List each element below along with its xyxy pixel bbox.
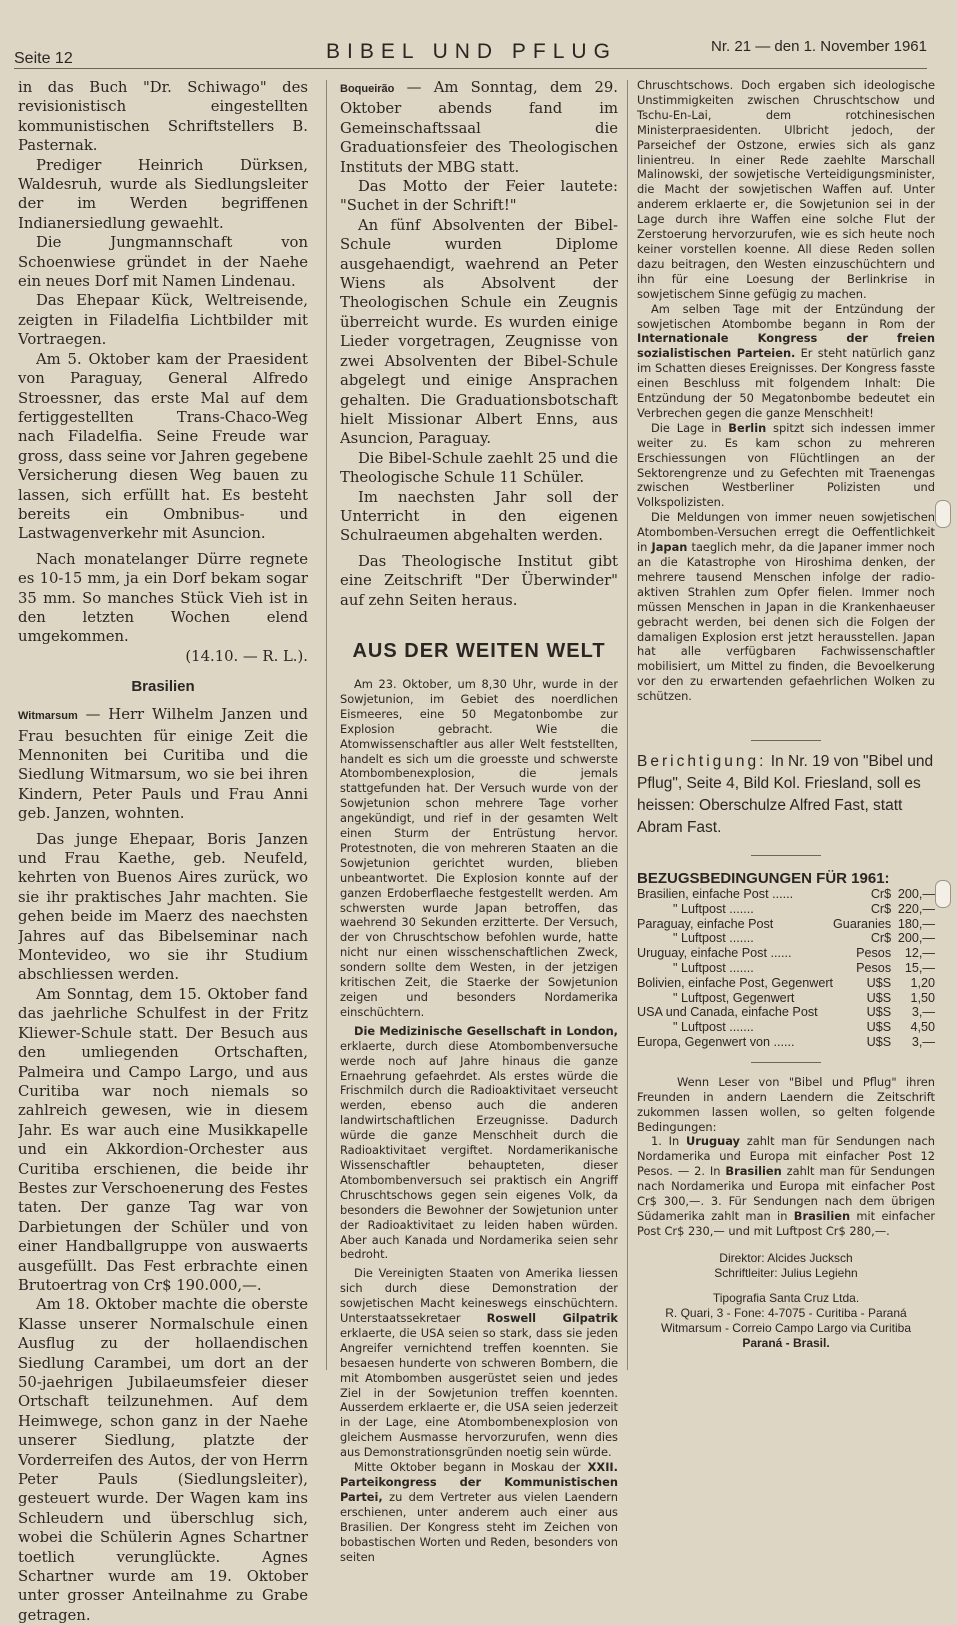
price-currency: U$S <box>866 990 892 1005</box>
correction-text: In Nr. 19 von "Bibel und Pflug", Seite 4, Bild Kol. Friesland, soll es heissen: Oberschulze Alfred Fast, statt Abram Fast. <box>637 753 934 837</box>
column-1 <box>18 78 308 1625</box>
terms-text: 1. In <box>651 1134 680 1149</box>
subscription-heading: BEZUGSBEDINGUNGEN FÜR 1961: <box>637 870 890 888</box>
price-row <box>637 931 935 946</box>
column-3 <box>637 78 935 1351</box>
price-amount: 3,— <box>911 1035 935 1050</box>
price-label: Brasilien, einfache Post ...... <box>637 887 794 902</box>
director-line: Direktor: Alcides Jucksch <box>719 1250 853 1265</box>
price-row <box>637 976 935 991</box>
price-row <box>637 1020 935 1035</box>
article-text: Am selben Tage mit der Entzündung der sowjetischen Atombombe begann in Rom der <box>637 301 935 331</box>
location-label: Witmarsum <box>18 710 78 723</box>
price-row <box>637 1005 935 1020</box>
page-number: Seite 12 <box>14 50 73 67</box>
price-row <box>637 887 935 902</box>
price-amount: 200,— <box>897 887 935 902</box>
price-amount: 4,50 <box>910 1020 935 1035</box>
article-text: spitzt sich indessen immer weiter zu. Es kam schon zu mehreren Erschiessungen von Flüchtlingen an der Sektorengrenze und zu Gefechten mit Traenengas zwischen Westberliner Polizisten und Volkspolizisten. <box>637 420 935 510</box>
price-row <box>637 991 935 1006</box>
masthead-title: BIBEL UND PFLUG <box>326 40 617 63</box>
price-row <box>637 902 935 917</box>
article-paragraph: Das Ehepaar Kück, Weltreisende, zeigten in Filadelfia Lichtbilder mit Vortraegen. <box>18 292 308 349</box>
price-currency: U$S <box>866 975 892 990</box>
printer-line: Tipografia Santa Cruz Ltda. <box>712 1290 860 1305</box>
bold-country: Brasilien <box>793 1208 851 1223</box>
article-paragraph: Chruschtschows. Doch ergaben sich ideologische Unstimmigkeiten zwischen Chruschtschow und Tschu-En-Lai, dem rotchinesischen Ministerpraesidenten. Ulbricht jedoch, der Parseichef der Ostzone, erwies sich als ganz linientreu. In einer Rede zaehlte Marschall Malinowski, der sowjetische Verteidigungsminister, die Macht der sowjetischen Waffen auf. Unter anderem erklaerte er, die Sowjetunion sei in der Lage durch ihre Waffen eine solche Flut der Zerstoerung hervorzurufen, wie es sich heute noch keiner vorstellen koenne. All diese Reden sollen dazu beitragen, den Westen einzuschüchtern und ihn für eine Loesung der Berlinkrise in sowjetischem Sinne gefügig zu machen. <box>637 78 935 301</box>
punch-hole <box>935 500 951 528</box>
article-paragraph: in das Buch "Dr. Schiwago" des revisionistisch eingestellten kommunistischen Schriftstellers B. Pasternak. <box>18 79 308 155</box>
terms-text: mit einfacher Post Cr$ 230,— und mit Luftpost Cr$ 280,—. <box>637 1208 935 1238</box>
article-text: taeglich mehr, da die Japaner immer noch an die Katastrophe von Hiroshima denken, der mehrere tausend Menschen infolge der radio-aktiven Strahlen zum Opfer fielen. Immer noch müssen Menschen in Japan in die Krankenhaeuser gebracht werden, bei denen sich die Folgen der damaligen Explosion erst jetzt herausstellen. Japan hat alle verfügbaren Fachwissenschaftler mobilisiert, um Mittel zu finden, die Bevoelkerung vor den zu erwartenden gefaehrlichen Wolken zu schützen. <box>637 540 935 704</box>
terms-text: zahlt man für Sendungen nach Nordamerika und Europa mit einfacher Post Cr$ 300,—. 3. Für Sendungen nach dem übrigen Südamerika zahlt man in <box>637 1164 935 1223</box>
price-currency: U$S <box>866 1005 892 1020</box>
address-line: R. Quari, 3 - Fone: 4-7075 - Curitiba - Paraná <box>665 1305 907 1320</box>
price-currency: Pesos <box>856 946 892 961</box>
bold-name: Berlin <box>728 420 767 435</box>
article-paragraph: Das junge Ehepaar, Boris Janzen und Frau Kaethe, geb. Neufeld, kehrten von Buenos Aires zurück, wo sie ihr praktisches Jahr machten. Sie gehen beide im Maerz des naechsten Jahres auf das Bibelseminar nach Montevideo, wo sie ihr Studium abschliessen werden. <box>18 830 308 984</box>
article-text: Er steht natürlich ganz im Schatten dieses Ereignisses. Der Kongress fasste einen Beschluss mit folgendem Inhalt: Die Entzündung der 50 Megatonbombe bedeutet ein Verbrechen gegen die ganze Menschheit! <box>637 346 935 420</box>
price-amount: 1,20 <box>910 975 935 990</box>
section-heading-brasilien: Brasilien <box>131 678 195 696</box>
article-paragraph: Das Theologische Institut gibt eine Zeitschrift "Der Überwinder" auf zehn Seiten heraus. <box>340 552 618 609</box>
price-table <box>637 887 935 1050</box>
article-text: zu dem Vertreter aus vielen Laendern erschienen, unter anderem auch einer aus Brasilien. Der Kongress steht im Zeichen von bobastischen Worten und Reden, besonders von seiten <box>340 1489 618 1564</box>
location-label: Boqueirão <box>340 83 395 95</box>
price-amount: 3,— <box>911 1005 935 1020</box>
editor-line: Schriftleiter: Julius Legiehn <box>714 1265 858 1280</box>
column-divider <box>627 80 628 1370</box>
price-amount: 180,— <box>897 916 935 931</box>
price-amount: 220,— <box>897 901 935 916</box>
bold-country: Brasilien <box>725 1164 782 1179</box>
price-currency: Guaranies <box>833 916 892 931</box>
price-amount: 12,— <box>904 946 935 961</box>
price-label: Europa, Gegenwert von ...... <box>637 1035 795 1050</box>
article-paragraph: Prediger Heinrich Dürksen, Waldesruh, wurde als Siedlungsleiter der im Werden begriffenen Indianersiedlung gewaehlt. <box>18 156 308 232</box>
article-paragraph: An fünf Absolventen der Bibel-Schule wurden Diplome ausgehaendigt, waehrend an Peter Wiens als Absolvent der Theologischen Schule ein Zeugnis überreicht wurde. Es wurden einige Lieder vorgetragen, Zeugnisse von zwei Absolventen der Bibel-Schule abgelegt und einige Ansprachen gehalten. Die Graduationsbotschaft hielt Missionar Albert Enns, aus Asuncion, Paraguay. <box>340 216 618 448</box>
article-text: — Herr Wilhelm Janzen und Frau besuchten für einige Zeit die Mennoniten bei Curitiba und die Siedlung Witmarsum, wo sie bei ihren Kindern, Peter Pauls und Frau Anni geb. Janzen, wohnten. <box>18 706 308 823</box>
section-heading-world: AUS DER WEITEN WELT <box>352 639 606 662</box>
article-text: erklaerte, die USA seien so stark, dass sie jeden Angreifer vernichtend treffen koennten. Sie besaesen hunderte von schweren Bombern, die mit Atombomben ausgerüstet seien und jedes Ziel in der Sowjetunion treffen koennten. Ausserdem erklaerte er, die USA seien jederzeit in der Lage, eine Atombombenexplosion von gleichem Ausmasse hervorzurufen, wenn dies aus Demonstrationsgründen noetig sein würde. <box>340 1325 618 1460</box>
article-paragraph: Am Sonntag, dem 15. Oktober fand das jaehrliche Schulfest in der Fritz Kliewer-Schule statt. Der Besuch aus den umliegenden Ortschaften, Palmeira und Campo Largo, und aus Curitiba war noch niemals so zahlreich gewesen, wie in diesem Jahr. Es war auch eine Musikkapelle und ein Akkordion-Orchester aus Curitiba erschienen, die beide ihr Bestes zur Verschoenerung des Festes taten. Der ganze Tag war von Darbietungen der Schüler und von einer Handballgruppe von auswaerts ausgefüllt. Das Fest erbrachte einen Brutoertrag von Cr$ 190.000,—. <box>18 985 308 1294</box>
correction-label: Berichtigung: <box>637 753 767 771</box>
article-signature: (14.10. — R. L.). <box>185 647 308 665</box>
terms-paragraph <box>637 1134 935 1238</box>
article-text: Mitte Oktober begann in Moskau der <box>354 1460 581 1475</box>
column-divider <box>326 80 327 1370</box>
price-currency: Pesos <box>856 961 892 976</box>
price-label: Uruguay, einfache Post ...... <box>637 946 792 961</box>
price-currency: Cr$ <box>870 931 892 946</box>
price-label: " Luftpost ....... <box>673 1020 754 1035</box>
price-label: " Luftpost ....... <box>673 901 754 916</box>
page-header <box>14 28 927 69</box>
correction-notice <box>637 751 935 839</box>
punch-hole <box>935 880 951 908</box>
article-paragraph: Am 5. Oktober kam der Praesident von Paraguay, General Alfredo Stroessner, das erste Mal auf dem fertiggestellten Trans-Chaco-Weg nach Filadelfia. Seine Freude war gross, dass seine vor Jahren gegebene Versicherung diesen Weg bauen zu lassen, sich erfüllt hat. Es besteht bereits ein Ombnibus- und Lastwagenverkehr mit Asuncion. <box>18 350 308 543</box>
bold-name: XXII. Parteikongress der Kommunistischen Partei, <box>340 1460 618 1504</box>
article-text: Die Lage in <box>651 420 722 435</box>
terms-text: zahlt man für Sendungen nach Nordamerika und Europa mit einfacher Post 12 Pesos. — 2. In <box>637 1134 935 1179</box>
price-label: Bolivien, einfache Post, Gegenwert <box>637 975 834 990</box>
divider <box>751 855 821 856</box>
divider <box>751 1062 821 1063</box>
terms-intro: Wenn Leser von "Bibel und Pflug" ihren Freunden in andern Laendern die Zeitschrift zukommen lassen wollen, so gelten folgende Bedingungen: <box>637 1074 935 1134</box>
price-row <box>637 1035 935 1050</box>
price-label: " Luftpost, Gegenwert <box>673 990 795 1005</box>
price-row <box>637 961 935 976</box>
article-paragraph: Das Motto der Feier lautete: "Suchet in der Schrift!" <box>340 178 618 215</box>
column-2 <box>340 78 618 1564</box>
article-paragraph: Im naechsten Jahr soll der Unterricht in den eigenen Schulraeumen abgehalten werden. <box>340 488 618 545</box>
article-paragraph: Die Jungmannschaft von Schoenwiese gründet in der Naehe ein neues Dorf mit Namen Lindenau. <box>18 234 308 291</box>
article-paragraph: Am 18. Oktober machte die oberste Klasse unserer Normalschule einen Ausflug zu der hollaendischen Siedlung Carambei, um dort an der 50-jaehrigen Jubilaeumsfeier dieser Ortschaft teilzunehmen. Auf dem Heimwege, schon ganz in der Naehe unserer Siedlung, platzte der Vorderreifen des Autos, der von Herrn Peter Pauls (Siedlungsleiter), gesteuert wurde. Der Wagen kam ins Schleudern und überschlug sich, wobei die Schülerin Agnes Schartner toetlich verunglückte. Agnes Schartner wurde am 19. Oktober unter grosser Anteilnahme zu Grabe getragen. <box>18 1296 308 1624</box>
bold-name: Japan <box>651 540 688 555</box>
article-paragraph: Am 23. Oktober, um 8,30 Uhr, wurde in der Sowjetunion, im Gebiet des noerdlichen Eismeeres, eine 50 Megatonbombe zur Explosion gebracht. Wie die Atomwissenschaftler aus aller Welt feststellten, handelt es sich um die groesste und schwerste Atombombenexplosion, die jemals stattgefunden hat. Der Versuch wurde von der Sowjetunion schon mehrere Tage vorher angekündigt, und rief in der gesamten Welt einen Sturm der Entrüstung hervor. Protestnoten, die von mehreren Staaten an die Sowjetunion gerichtet wurden, blieben unbeantwortet. Die Explosion konnte auf der ganzen Erdoberflaeche festgestellt werden. Am schwersten wurde Japan betroffen, das waehrend 30 Sekunden erzitterte. Der Versuch, der von Chruschtschow befohlen wurde, hatte nicht nur einen wisschenschaftlichen Zweck, sondern sollte dem Westen, in der jetzigen kritischen Zeit, die Staerke der Sowjetunion zeigen und besonders Nordamerika einschüchtern. <box>340 676 618 1019</box>
bold-lead: Die Medizinische Gesellschaft in London, <box>354 1023 618 1038</box>
article-text: — Am Sonntag, dem 29. Oktober abends fand im Gemeinschaftssaal die Graduationsfeier des Theologischen Instituts der MBG statt. <box>340 79 618 176</box>
article-text: Die Vereinigten Staaten von Amerika liessen sich durch diese Demonstration der sowjetischen Macht keineswegs einschüchtern. Unterstaatssekretaer <box>340 1266 618 1326</box>
bold-name: Roswell Gilpatrik <box>486 1311 618 1326</box>
article-text: Die Meldungen von immer neuen sowjetischen Atombomben-Versuchen erregt die Oeffentlichkeit in <box>637 510 935 555</box>
divider <box>751 740 821 741</box>
price-currency: Cr$ <box>870 887 892 902</box>
article-text: erklaerte, durch diese Atombombenversuche werde noch auf Jahre hinaus die ganze Ernaehrung gefaehrdet. Als erstes würde die Frischmilch durch die Radioaktivitaet verseucht werden, ebenso auch die anderen landwirtschaftlichen Erzeugnisse. Dadurch würde die ganze Menschheit durch die Radioaktivitaet vergiftet. Nordamerikanische Wissenschaftler behaupteten, dieser Atombombenversuch sei praktisch ein Angriff Chruschtschows gegen sein eigenes Volk, da besonders die Bewohner der Sowjetunion unter der Radioaktivitaet zu leiden haben würden. Aber auch Kanada und Nordamerika seien sehr bedroht. <box>340 1038 618 1262</box>
address-line: Witmarsum - Correio Campo Largo via Curitiba <box>660 1320 912 1335</box>
price-label: USA und Canada, einfache Post <box>637 1005 818 1020</box>
address-line: Paraná - Brasil. <box>742 1335 830 1350</box>
price-amount: 1,50 <box>910 990 935 1005</box>
price-currency: Cr$ <box>870 901 892 916</box>
issue-date: Nr. 21 — den 1. November 1961 <box>711 38 927 55</box>
price-currency: U$S <box>866 1020 892 1035</box>
article-paragraph: Nach monatelanger Dürre regnete es 10-15 mm, ja ein Dorf bekam sogar 35 mm. So manches Stück Vieh ist in den letzten Wochen elend umgekommen. <box>18 550 308 646</box>
bold-country: Uruguay <box>685 1134 740 1149</box>
price-amount: 200,— <box>897 931 935 946</box>
price-row <box>637 917 935 932</box>
bold-name: Internationale Kongress der freien sozialistischen Parteien. <box>637 331 935 361</box>
price-label: " Luftpost ....... <box>673 931 754 946</box>
price-label: " Luftpost ....... <box>673 961 754 976</box>
price-amount: 15,— <box>904 961 935 976</box>
price-row <box>637 946 935 961</box>
price-currency: U$S <box>866 1035 892 1050</box>
price-label: Paraguay, einfache Post <box>637 916 774 931</box>
article-paragraph: Die Bibel-Schule zaehlt 25 und die Theologische Schule 11 Schüler. <box>340 449 618 487</box>
